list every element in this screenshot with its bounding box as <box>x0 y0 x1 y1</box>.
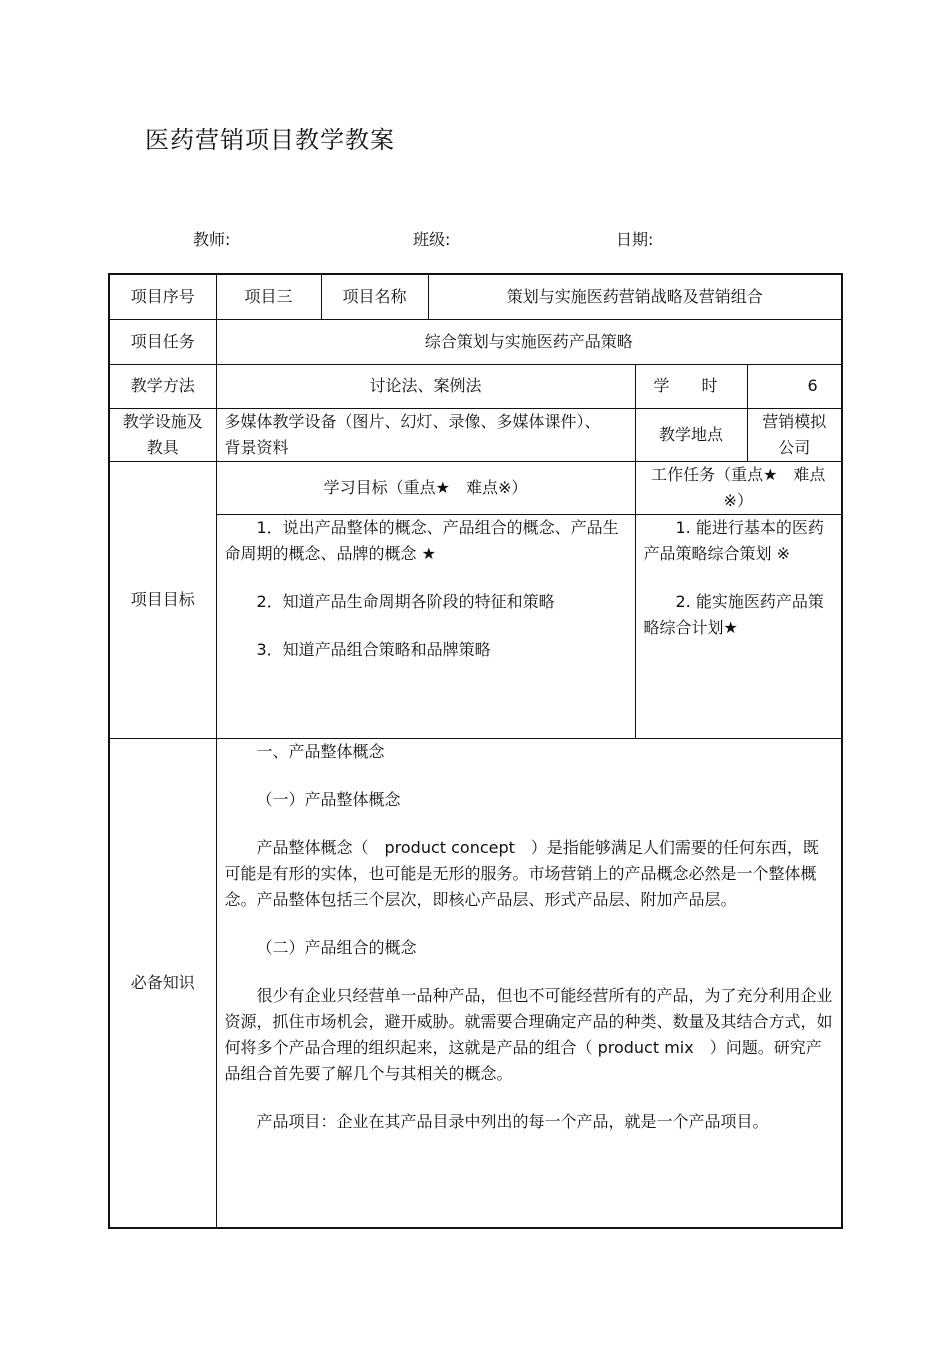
work-task-item: 2. 能实施医药产品策略综合计划★ <box>643 591 824 637</box>
class-label: 班级: <box>413 230 451 249</box>
label-project-name: 项目名称 <box>321 274 428 319</box>
study-goal-item: 2．知道产品生命周期各阶段的特征和策略 <box>256 591 555 611</box>
section-heading: 一、产品整体概念 <box>256 741 385 761</box>
study-goal-item: 3．知道产品组合策略和品牌策略 <box>256 639 491 659</box>
row-goal-content <box>109 514 842 738</box>
row-required-knowledge <box>109 738 842 1228</box>
work-tasks-header: 工作任务（重点★ 难点※） <box>635 461 842 514</box>
value-project-task: 综合策划与实施医药产品策略 <box>216 319 842 364</box>
label-project-number: 项目序号 <box>109 274 216 319</box>
subsection-heading: （一）产品整体概念 <box>256 789 401 809</box>
value-project-number: 项目三 <box>216 274 321 319</box>
study-goal-item: 1．说出产品整体的概念、产品组合的概念、产品生命周期的概念、品牌的概念 ★ <box>224 517 619 563</box>
teacher-label: 教师: <box>193 230 231 249</box>
row-goal-headers <box>109 461 842 514</box>
study-goals-header: 学习目标（重点★ 难点※） <box>216 461 635 514</box>
paragraph: 很少有企业只经营单一品种产品，但也不可能经营所有的产品，为了充分利用企业资源，抓住市场机会，避开威胁。就需要合理确定产品的种类、数量及其结合方式，如何将多个产品合理的组织起来，这就是产品的组合（ product mix ）问题。研究产品组合首先要了解几个与其相关的概念。 <box>224 985 833 1083</box>
work-task-item: 1. 能进行基本的医药产品策略综合策划 ※ <box>643 517 824 563</box>
value-project-name: 策划与实施医药营销战略及营销组合 <box>428 274 842 319</box>
label-teaching-method: 教学方法 <box>109 364 216 408</box>
value-facilities: 多媒体教学设备（图片、幻灯、录像、多媒体课件）、背景资料 <box>216 408 635 461</box>
paragraph: 产品项目：企业在其产品目录中列出的每一个产品，就是一个产品项目。 <box>256 1111 769 1131</box>
value-teaching-place: 营销模拟公司 <box>747 408 842 461</box>
subsection-heading: （二）产品组合的概念 <box>256 937 417 957</box>
label-project-goals: 项目目标 <box>109 461 216 738</box>
paragraph: 产品整体概念（ product concept ）是指能够满足人们需要的任何东西，既可能是有形的实体，也可能是无形的服务。市场营销上的产品概念必然是一个整体概念。产品整体包括三个层次，即核心产品层、形式产品层、附加产品层。 <box>224 837 819 909</box>
row-project-number <box>109 274 842 319</box>
page-title: 医药营销项目教学教案 <box>145 126 395 154</box>
knowledge-content <box>216 738 842 1228</box>
label-required-knowledge: 必备知识 <box>109 738 216 1228</box>
row-teaching-method <box>109 364 842 408</box>
label-teaching-place: 教学地点 <box>635 408 747 461</box>
value-class-hours: 6 <box>747 364 842 408</box>
work-tasks-list <box>635 514 842 738</box>
label-project-task: 项目任务 <box>109 319 216 364</box>
row-facilities <box>109 408 842 461</box>
lesson-plan-table <box>108 273 843 1229</box>
date-label: 日期: <box>616 230 654 249</box>
study-goals-list <box>216 514 635 738</box>
value-teaching-method: 讨论法、案例法 <box>216 364 635 408</box>
row-project-task <box>109 319 842 364</box>
label-class-hours: 学 时 <box>635 364 747 408</box>
label-facilities: 教学设施及教具 <box>109 408 216 461</box>
